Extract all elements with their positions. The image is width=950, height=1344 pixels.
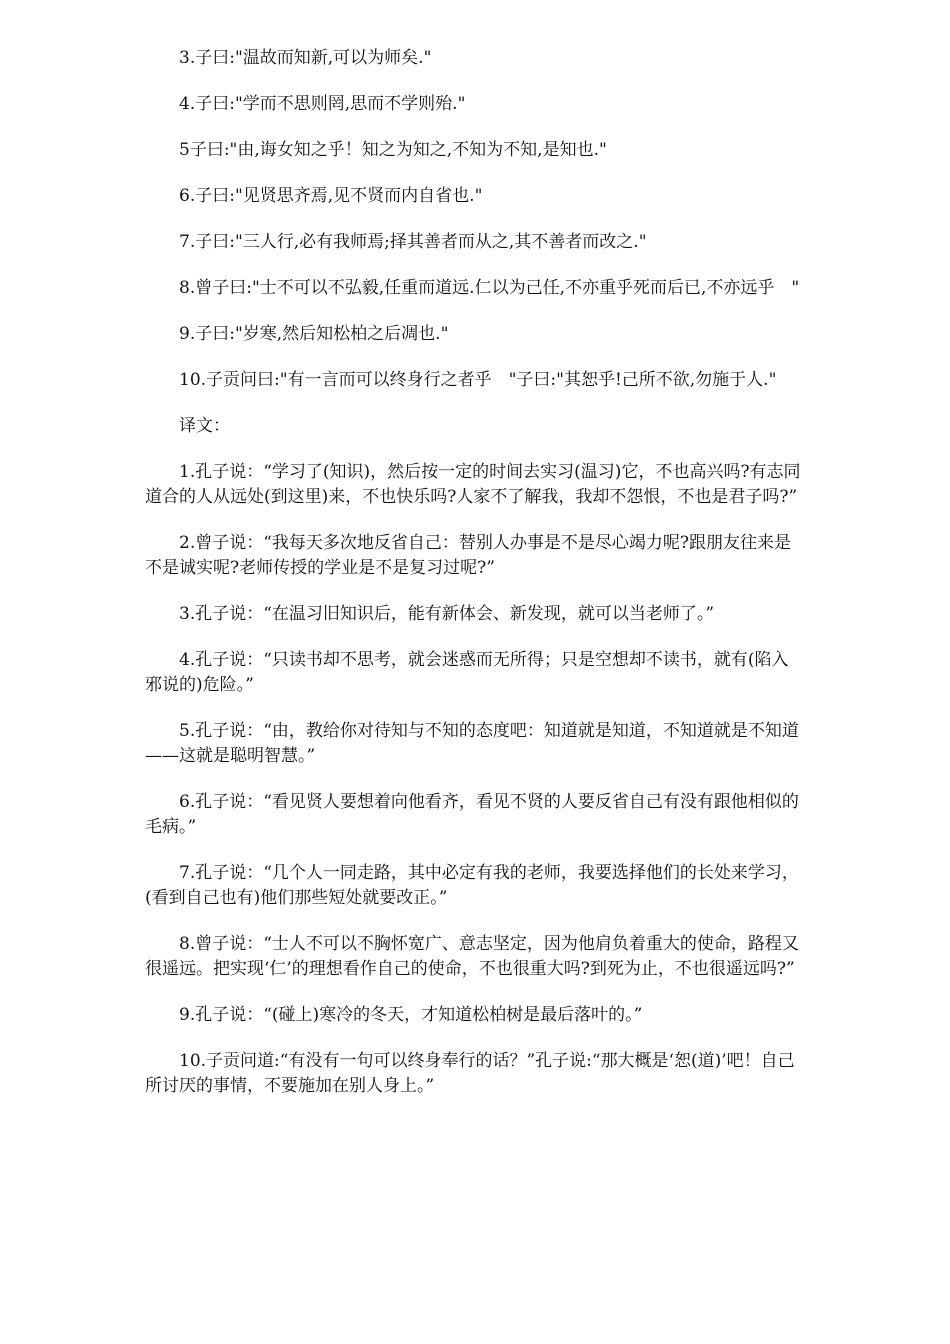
translation-line-8: 8.曾子说：“士人不可以不胸怀宽广、意志坚定，因为他肩负着重大的使命，路程又很遥远。把实现‘仁’的理想看作自己的使命，不也很重大吗?到死为止，不也很遥远吗?”: [145, 934, 799, 979]
original-line-3: 3.子曰:"温故而知新,可以为师矣.": [179, 48, 432, 68]
original-line-10: 10.子贡问曰:"有一言而可以终身行之者乎 "子曰:"其恕乎!己所不欲,勿施于人.": [179, 370, 777, 390]
original-line-9: 9.子曰:"岁寒,然后知松柏之后凋也.": [179, 324, 449, 344]
translation-line-10: 10.子贡问道:“有没有一句可以终身奉行的话？”孔子说:“那大概是‘恕(道)’吧！自己所讨厌的事情，不要施加在别人身上。”: [145, 1051, 795, 1096]
translation-line-7: 7.孔子说：“几个人一同走路，其中必定有我的老师，我要选择他们的长处来学习，(看到自己也有)他们那些短处就要改正。”: [145, 863, 799, 908]
translation-line-4: 4.孔子说：“只读书却不思考，就会迷惑而无所得；只是空想却不读书，就有(陷入邪说的)危险。”: [145, 650, 789, 695]
translation-line-1: 1.孔子说：“学习了(知识)，然后按一定的时间去实习(温习)它，不也高兴吗?有志同道合的人从远处(到这里)来，不也快乐吗?人家不了解我，我却不怨恨，不也是君子吗?”: [145, 462, 801, 507]
document-body: [145, 46, 805, 1120]
translation-line-9: 9.孔子说：“(碰上)寒冷的冬天，才知道松柏树是最后落叶的。”: [179, 1005, 643, 1025]
original-line-8: 8.曾子曰:"士不可以不弘毅,任重而道远.仁以为己任,不亦重乎死而后已,不亦远乎 ": [179, 278, 800, 298]
original-line-5: 5子曰:"由,诲女知之乎！知之为知之,不知为不知,是知也.": [179, 140, 607, 160]
translation-heading: 译文：: [179, 416, 230, 436]
translation-line-2: 2.曾子说：“我每天多次地反省自己：替别人办事是不是尽心竭力呢?跟朋友往来是不是诚实呢?老师传授的学业是不是复习过呢?”: [145, 533, 792, 578]
original-line-6: 6.子曰:"见贤思齐焉,见不贤而内自省也.": [179, 186, 483, 206]
original-line-4: 4.子曰:"学而不思则罔,思而不学则殆.": [179, 94, 466, 114]
translation-line-5: 5.孔子说：“由，教给你对待知与不知的态度吧：知道就是知道，不知道就是不知道——这就是聪明智慧。”: [145, 721, 799, 766]
translation-line-6: 6.孔子说：“看见贤人要想着向他看齐，看见不贤的人要反省自己有没有跟他相似的毛病。”: [145, 792, 799, 837]
translation-line-3: 3.孔子说：“在温习旧知识后，能有新体会、新发现，就可以当老师了。”: [179, 604, 715, 624]
original-line-7: 7.子曰:"三人行,必有我师焉;择其善者而从之,其不善者而改之.": [179, 232, 647, 252]
